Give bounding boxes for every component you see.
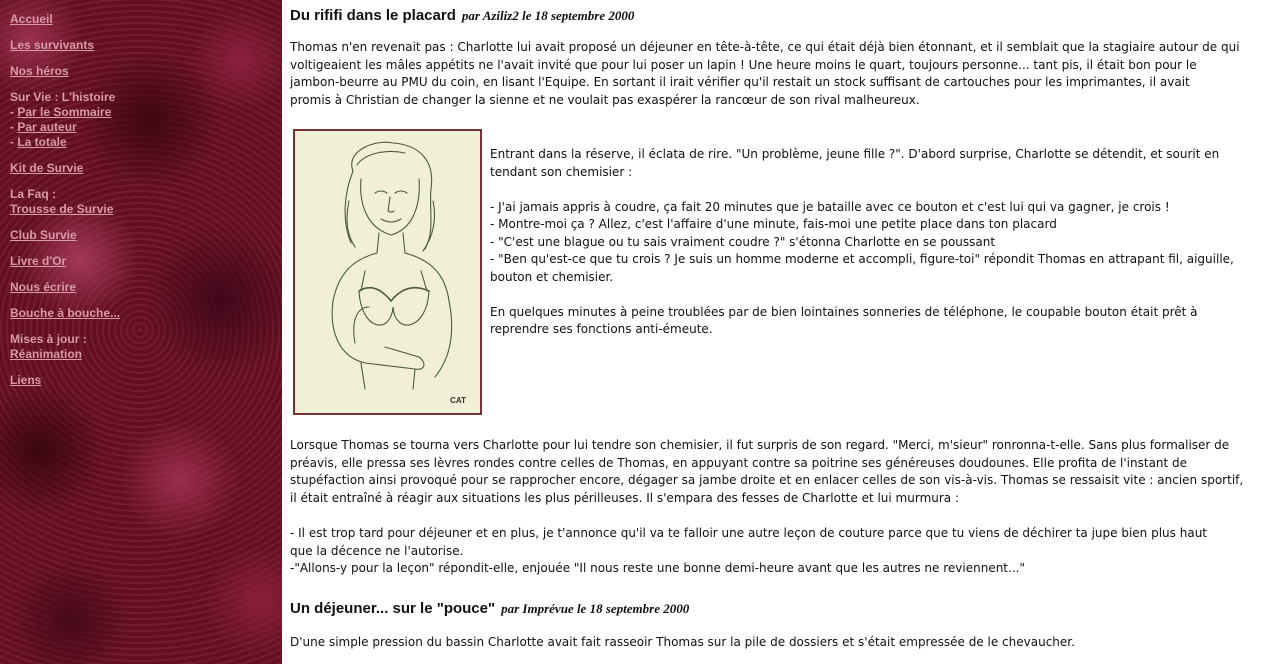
nav-link-reanimation[interactable]: Réanimation (10, 347, 83, 361)
nav-link-sommaire[interactable]: Par le Sommaire (17, 105, 112, 119)
nav-link-club[interactable]: Club Survie (10, 228, 77, 242)
nav-bullet: - (10, 105, 18, 119)
nav-link-survivants[interactable]: Les survivants (10, 38, 95, 52)
nav-link-livre[interactable]: Livre d'Or (10, 254, 67, 268)
story-byline: par Aziliz2 le 18 septembre 2000 (461, 8, 635, 23)
text-line: bouton et chemisier. (490, 269, 614, 284)
illustration-signature: CAT (450, 396, 466, 405)
text-line: -"Allons-y pour la leçon" répondit-elle, enjouée "Il nous reste une bonne demi-heure avant que les autres ne reviennent..." (290, 561, 1025, 575)
nav-link-bouche[interactable]: Bouche à bouche... (10, 306, 121, 320)
nav-bullet: - (10, 135, 18, 149)
story-title: Un déjeuner... sur le "pouce" (290, 600, 496, 617)
nav-link-ecrire[interactable]: Nous écrire (10, 280, 77, 294)
nav-link-trousse[interactable]: Trousse de Survie (10, 202, 114, 216)
text-line: voltigeaient les mâles appétits ne l'avait invité que pour lui poser un lapin ! Une heure moins le quart, toujours personne... tant pis, il était bon pour le (290, 57, 1197, 72)
text-line: Thomas n'en revenait pas : Charlotte lui avait proposé un déjeuner en tête-à-tête, ce qui était déjà bien étonnant, et il semblait que la stagiaire autour de qui (290, 40, 1240, 54)
text-line: jambon-beurre au PMU du coin, en lisant l'Equipe. En sortant il irait vérifier qu'il restait un stock suffisant de cartouches pour les imprimantes, il avait (290, 75, 1190, 89)
woman-sketch-image (295, 131, 480, 413)
nav-link-kit[interactable]: Kit de Survie (10, 161, 84, 175)
nav-bullet: - (10, 120, 18, 134)
text-line: reprendre ses fonctions anti-émeute. (490, 322, 713, 336)
text-line: D'une simple pression du bassin Charlotte avait fait rasseoir Thomas sur la pile de dossiers et s'était empressée de le chevaucher. (290, 635, 1075, 649)
story-title: Du rififi dans le placard (290, 7, 456, 24)
text-line: tendant son chemisier : (490, 164, 633, 179)
dialog-paragraph (290, 525, 1256, 578)
side-paragraph (490, 146, 1256, 339)
nav-link-auteur[interactable]: Par auteur (17, 120, 77, 134)
text-line: que la décence ne l'autorise. (290, 543, 464, 558)
nav-link-accueil[interactable]: Accueil (10, 12, 53, 26)
story-heading (290, 597, 689, 618)
nav-heading-histoire: Sur Vie : L'histoire (10, 90, 116, 104)
story-illustration (293, 129, 482, 415)
nav-link-heros[interactable]: Nos héros (10, 64, 69, 78)
text-line (490, 286, 1256, 304)
text-line (490, 181, 1256, 199)
text-line: En quelques minutes à peine troublées par de bien lointaines sonneries de téléphone, le coupable bouton était prêt à (490, 304, 1198, 319)
intro-paragraph (290, 39, 1256, 109)
story-heading (290, 4, 634, 25)
story-byline: par Imprévue le 18 septembre 2000 (501, 601, 690, 616)
text-line: - "Ben qu'est-ce que tu crois ? Je suis un homme moderne et accompli, figure-toi" répondit Thomas en attrapant fil, aiguille, (490, 252, 1234, 266)
nav-link-totale[interactable]: La totale (17, 135, 67, 149)
text-line: - Montre-moi ça ? Allez, c'est l'affaire d'une minute, fais-moi une petite place dans ton placard (490, 217, 1057, 231)
text-line: Lorsque Thomas se tourna vers Charlotte pour lui tendre son chemisier, il fut surpris de son regard. "Merci, m'sieur" ronronna-t-elle. Sans plus formaliser de (290, 438, 1230, 452)
main-nav (10, 12, 120, 399)
text-line: stupéfaction ainsi provoqué pour se rapprocher encore, dégager sa jambe droite et en enlacer celles de son vis-à-vis. Thomas se ressaisit vite : ancien sportif, (290, 473, 1244, 487)
nav-heading-maj: Mises à jour : (10, 332, 87, 346)
text-line: - "C'est une blague ou tu sais vraiment coudre ?" s'étonna Charlotte en se poussant (490, 234, 996, 249)
story2-paragraph (290, 634, 1256, 652)
text-line: il était entraîné à réagir aux situations les plus périlleuses. Il s'empara des fesses de Charlotte et lui murmura : (290, 490, 960, 505)
nav-heading-faq: La Faq : (10, 187, 57, 201)
nav-link-liens[interactable]: Liens (10, 373, 42, 387)
text-line: promis à Christian de changer la sienne et ne voulait pas exaspérer la rancœur de son rival malheureux. (290, 92, 920, 107)
after-paragraph (290, 437, 1256, 507)
text-line: préavis, elle pressa ses lèvres rondes contre celles de Thomas, en appuyant contre sa poitrine ses généreuses doudounes. Elle profita de l'instant de (290, 455, 1188, 470)
text-line: - Il est trop tard pour déjeuner et en plus, je t'annonce qu'il va te falloir une autre leçon de couture parce que tu viens de déchirer ta jupe bien plus haut (290, 526, 1207, 540)
text-line: Entrant dans la réserve, il éclata de rire. "Un problème, jeune fille ?". D'abord surprise, Charlotte se détendit, et sourit en (490, 147, 1220, 161)
sidebar (0, 0, 282, 664)
text-line: - J'ai jamais appris à coudre, ça fait 20 minutes que je bataille avec ce bouton et c'est lui qui va gagner, je crois ! (490, 199, 1170, 214)
